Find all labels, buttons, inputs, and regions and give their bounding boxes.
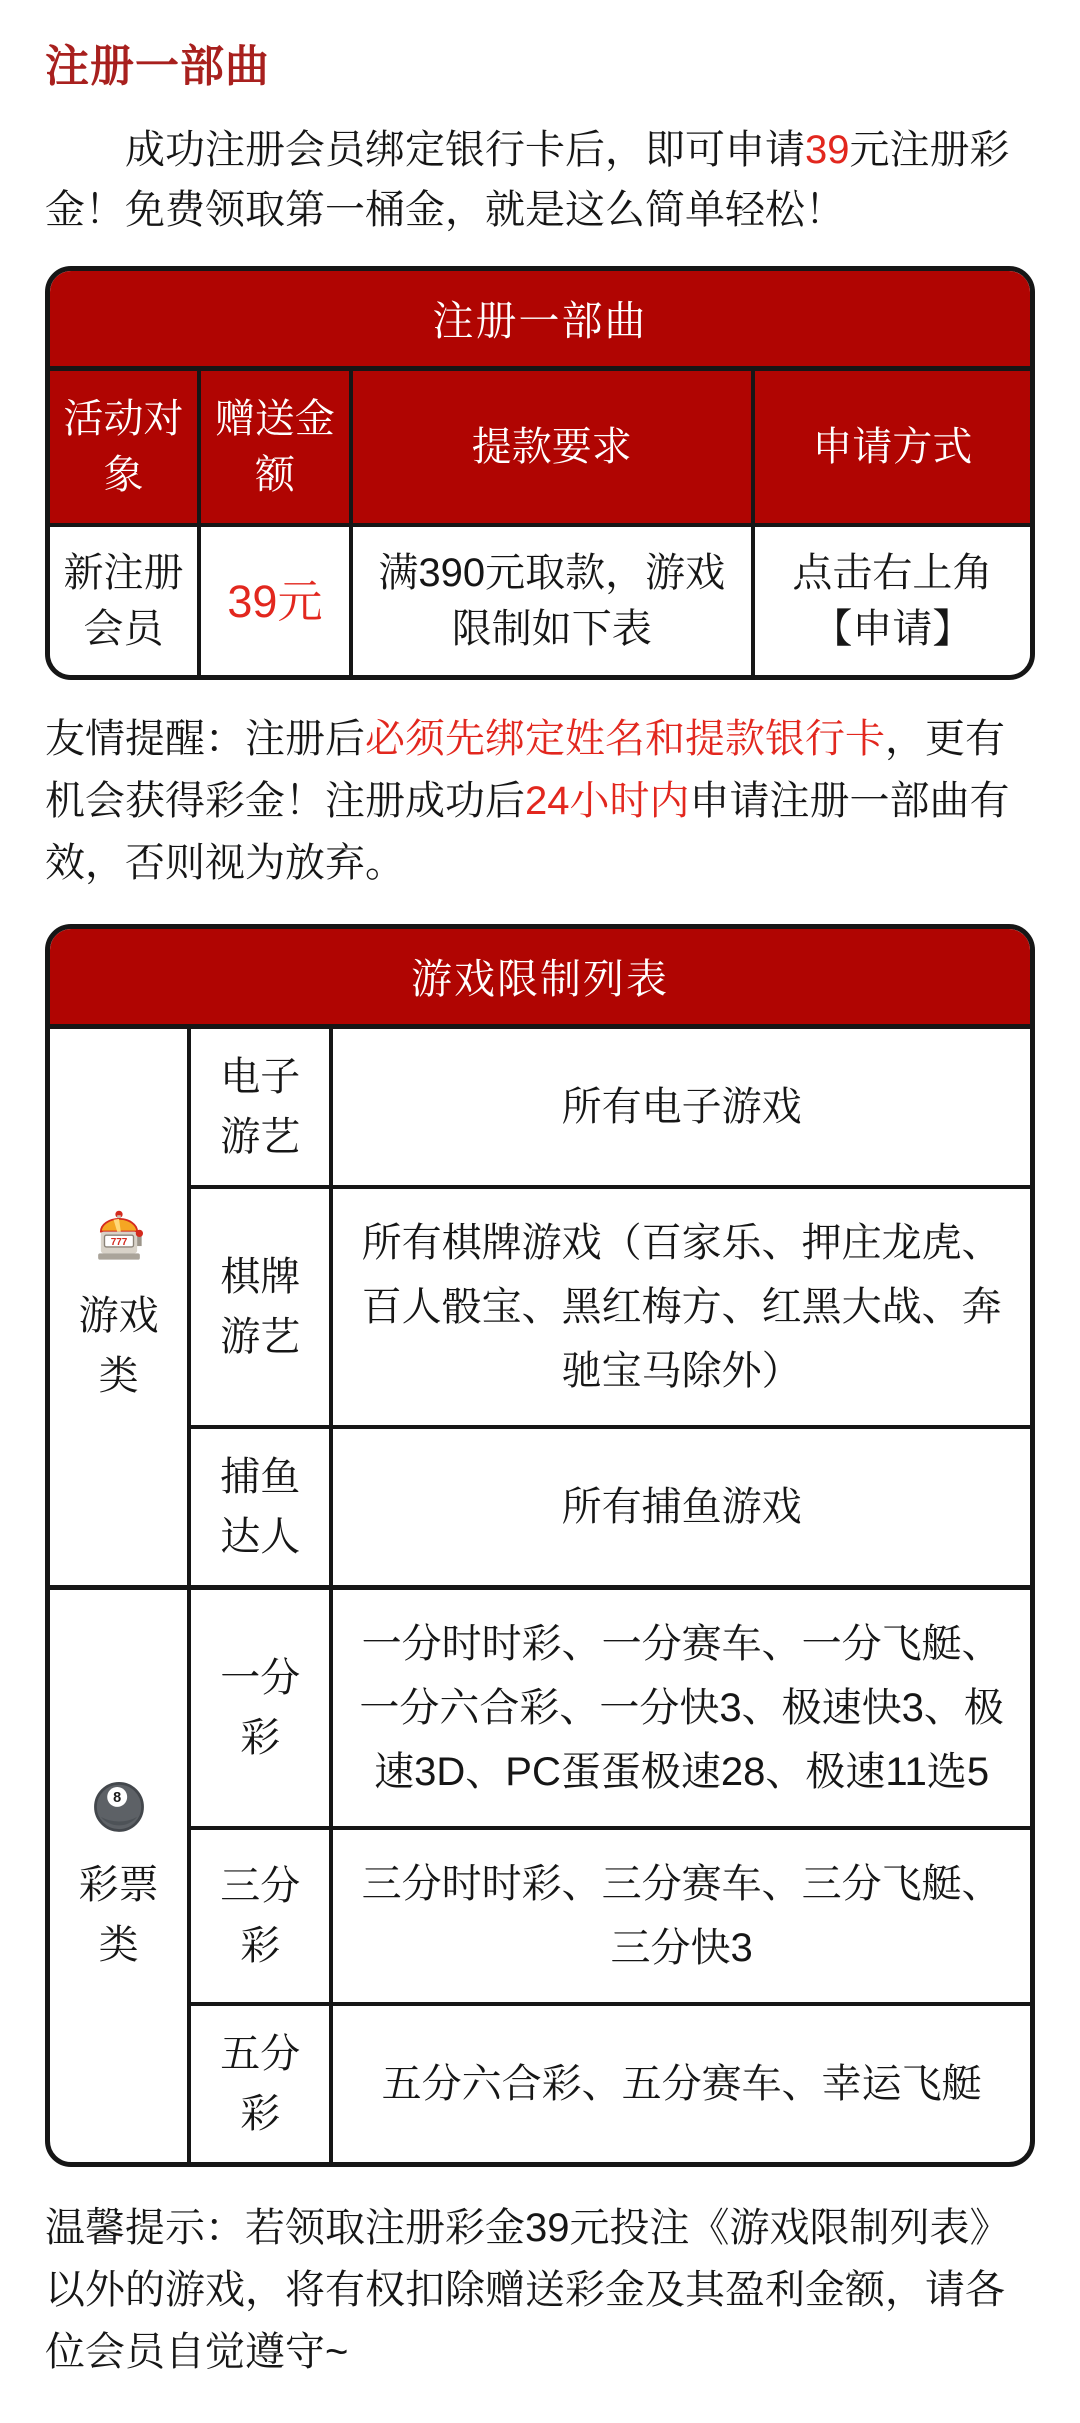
cell-withdraw-requirement: 满390元取款，游戏限制如下表: [349, 523, 751, 675]
table-row: [50, 1826, 1030, 2002]
cell-gift-amount: [197, 523, 349, 675]
subcategory-cell: [187, 1826, 329, 2002]
intro-text-1: 成功注册会员绑定银行卡后，即可申请: [125, 128, 805, 172]
header-withdraw-requirement: 提款要求: [349, 371, 751, 523]
reminder-text-3: 申请注册一部曲有效，否则视为放弃。: [45, 779, 1010, 885]
games-cell: 所有棋牌游戏（百家乐、押庄龙虎、百人骰宝、黑红梅方、红黑大战、奔驰宝马除外）: [329, 1185, 1030, 1425]
reminder-highlight-bind-card: 必须先绑定姓名和提款银行卡: [365, 717, 885, 761]
subcategory-cell: [187, 2002, 329, 2162]
cell-apply-method: 点击右上角【申请】: [751, 523, 1030, 675]
table-row: [50, 1425, 1030, 1585]
subcategory-cell: [187, 1585, 329, 1826]
reminder-highlight-24h: 24小时内: [525, 779, 690, 823]
billiards-8ball-icon: [54, 1777, 183, 1845]
register-table: [45, 266, 1035, 680]
games-cell: 五分六合彩、五分赛车、幸运飞艇: [329, 2002, 1030, 2162]
subcategory-cell: [187, 1185, 329, 1425]
subcategory-label: 电子游艺: [220, 1055, 301, 1159]
games-cell: 三分时时彩、三分赛车、三分飞艇、三分快3: [329, 1826, 1030, 2002]
category-cell-games: [50, 1029, 187, 1585]
reminder-text-1: 友情提醒：注册后: [45, 717, 365, 761]
amount-value: 39元: [227, 575, 323, 627]
intro-paragraph: [45, 120, 1035, 240]
reminder-text-2: ，更有机会获得彩金！注册成功后: [45, 717, 1005, 823]
page-title: 注册一部曲: [45, 42, 270, 91]
cell-activity-target: 新注册会员: [50, 523, 197, 675]
header-gift-amount: 赠送金额: [197, 371, 349, 523]
header-activity-target: 活动对象: [50, 371, 197, 523]
games-cell: 所有电子游戏: [329, 1029, 1030, 1185]
register-table-data-row: [50, 523, 1030, 675]
friendly-reminder: [45, 708, 1035, 894]
svg-text:8: 8: [112, 1789, 121, 1806]
table-row: [50, 1585, 1030, 1826]
games-cell: 一分时时彩、一分赛车、一分飞艇、一分六合彩、一分快3、极速快3、极速3D、PC蛋蛋极速28、极速11选5: [329, 1585, 1030, 1826]
subcategory-label: 三分彩: [220, 1864, 301, 1968]
intro-text-2: 元注册彩金！免费领取第一桶金，就是这么简单轻松！: [45, 128, 1010, 232]
category-label-lottery: 彩票类: [78, 1863, 159, 1967]
register-table-header-row: [50, 371, 1030, 523]
subcategory-label: 捕鱼达人: [220, 1455, 301, 1559]
table-row: [50, 1185, 1030, 1425]
subcategory-cell: [187, 1029, 329, 1185]
header-apply-method: 申请方式: [751, 371, 1030, 523]
subcategory-label: 棋牌游艺: [220, 1255, 301, 1359]
category-cell-lottery: [50, 1585, 187, 2162]
slot-machine-icon: [54, 1208, 183, 1276]
game-limit-table: [45, 924, 1035, 2167]
subcategory-label: 一分彩: [220, 1656, 301, 1760]
table-row: [50, 2002, 1030, 2162]
table-row: [50, 1029, 1030, 1185]
game-limit-table-title: 游戏限制列表: [50, 929, 1030, 1029]
subcategory-cell: [187, 1425, 329, 1585]
games-cell: 所有捕鱼游戏: [329, 1425, 1030, 1585]
category-label-games: 游戏类: [78, 1294, 159, 1398]
subcategory-label: 五分彩: [220, 2032, 301, 2136]
intro-highlight-39: 39: [805, 128, 850, 172]
register-table-title: 注册一部曲: [50, 271, 1030, 371]
warm-tip: 温馨提示：若领取注册彩金39元投注《游戏限制列表》以外的游戏，将有权扣除赠送彩金及其盈利金额，请各位会员自觉遵守~: [45, 2206, 1010, 2374]
svg-text:777: 777: [110, 1237, 127, 1249]
